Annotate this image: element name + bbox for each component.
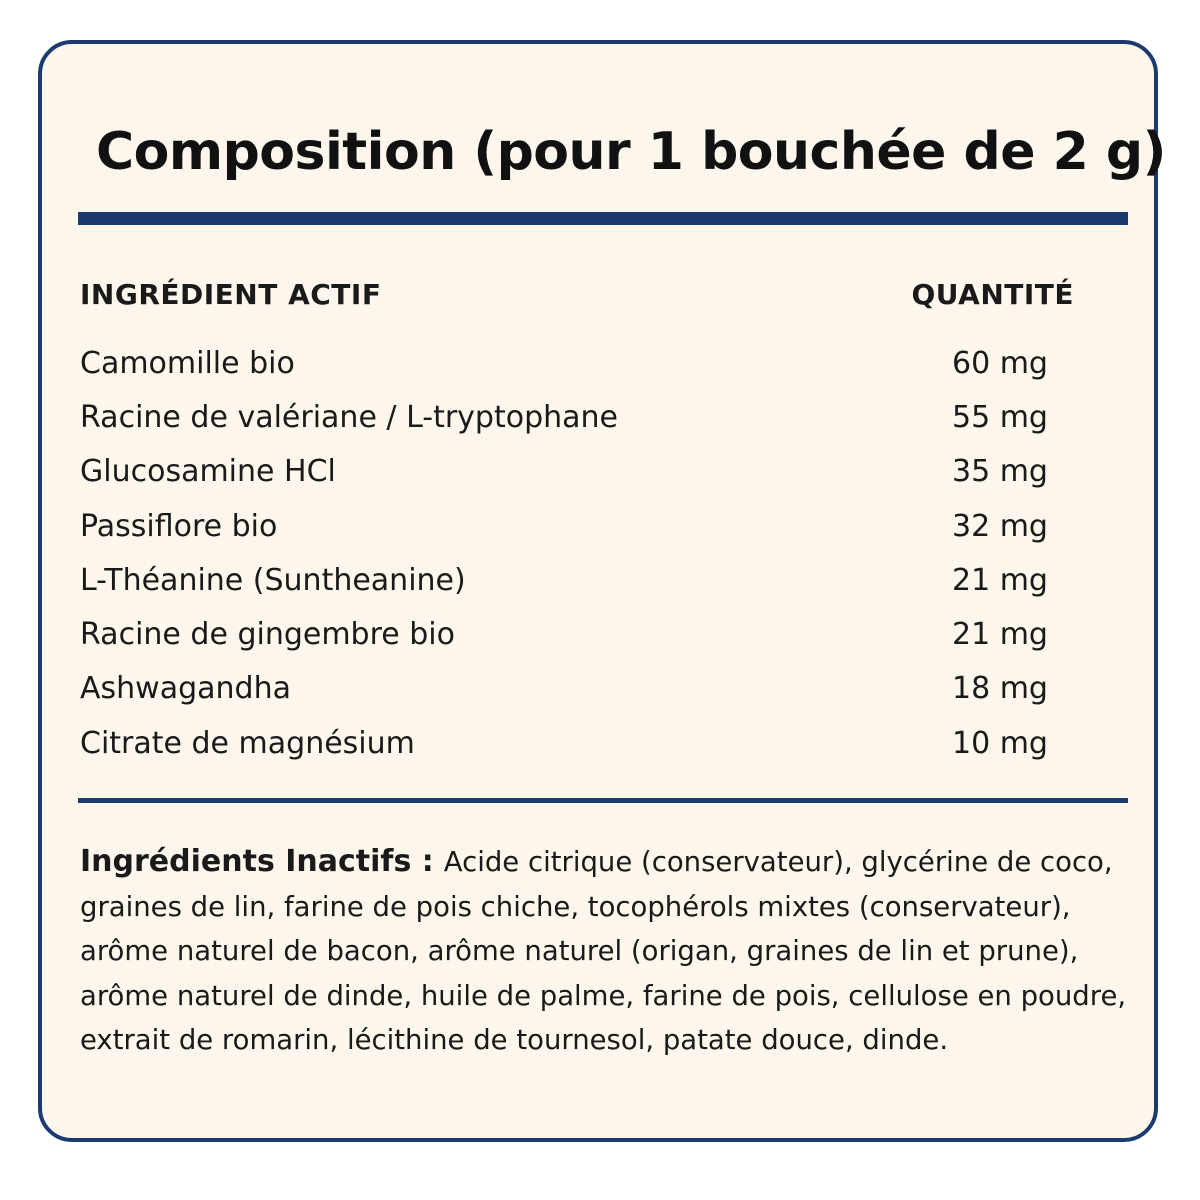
ingredient-name: Racine de gingembre bio — [80, 617, 455, 653]
inactive-ingredients-text: Acide citrique (conservateur), glycérine de coco, graines de lin, farine de pois chiche, tocophérols mixtes (conservateur), arôme naturel de bacon, arôme naturel (origan, graines de lin et prune), arôme naturel de dinde, huile de palme, farine de pois, cellulose en poudre, extrait de romarin, lécithine de tournesol, patate douce, dinde. — [80, 846, 1127, 1056]
table-row — [80, 662, 1052, 716]
inactive-ingredients — [80, 840, 1140, 1063]
ingredient-quantity: 35 mg — [952, 454, 1048, 490]
ingredient-quantity: 55 mg — [952, 399, 1048, 435]
table-row — [80, 607, 1052, 661]
header-ingredient: INGRÉDIENT ACTIF — [80, 278, 382, 311]
ingredient-quantity: 21 mg — [952, 617, 1048, 653]
ingredient-name: Glucosamine HCl — [80, 454, 336, 490]
ingredient-name: Citrate de magnésium — [80, 725, 415, 761]
ingredient-quantity: 10 mg — [952, 725, 1048, 761]
ingredient-name: Racine de valériane / L-tryptophane — [80, 399, 619, 435]
section-divider — [78, 798, 1128, 803]
ingredient-quantity: 60 mg — [952, 345, 1048, 381]
composition-title: Composition (pour 1 bouchée de 2 g) — [96, 122, 1166, 182]
inactive-ingredients-label: Ingrédients Inactifs : — [80, 844, 434, 879]
ingredient-name: Camomille bio — [80, 345, 295, 381]
ingredient-quantity: 21 mg — [952, 562, 1048, 598]
table-row — [80, 716, 1052, 770]
title-divider — [78, 212, 1128, 225]
ingredient-quantity: 18 mg — [952, 671, 1048, 707]
table-row — [80, 390, 1052, 444]
ingredient-name: L-Théanine (Suntheanine) — [80, 562, 466, 598]
ingredient-name: Ashwagandha — [80, 671, 291, 707]
table-row — [80, 445, 1052, 499]
active-ingredients-table — [80, 336, 1052, 770]
table-row — [80, 336, 1052, 390]
ingredient-name: Passiflore bio — [80, 508, 278, 544]
composition-card — [38, 40, 1166, 1142]
header-quantity: QUANTITÉ — [911, 278, 1074, 311]
table-row — [80, 499, 1052, 553]
table-row — [80, 553, 1052, 607]
ingredient-quantity: 32 mg — [952, 508, 1048, 544]
